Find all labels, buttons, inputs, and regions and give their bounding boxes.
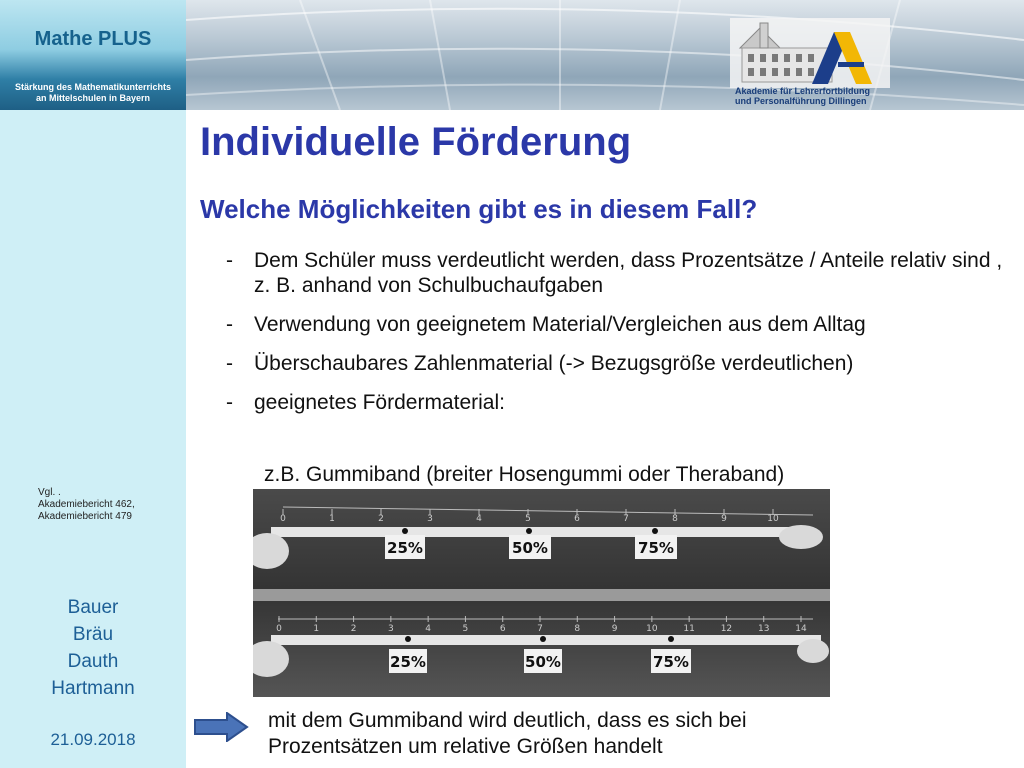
reference-line: Akademiebericht 462, bbox=[38, 499, 135, 510]
header-banner bbox=[0, 0, 1024, 110]
ruler-number: 5 bbox=[462, 624, 469, 634]
ruler-number: 4 bbox=[425, 624, 432, 634]
tag-label: 50% bbox=[525, 653, 561, 671]
ruler-number: 14 bbox=[795, 624, 807, 634]
academy-caption-line-1: Akademie für Lehrerfortbildung bbox=[735, 86, 871, 96]
section-question: Welche Möglichkeiten gibt es in diesem Fall? bbox=[200, 194, 758, 224]
ruler-number: 0 bbox=[280, 514, 286, 524]
bullet-marker: - bbox=[226, 352, 233, 375]
author-name: Bauer bbox=[67, 597, 119, 618]
list-item bbox=[226, 351, 1016, 376]
ruler-number: 3 bbox=[427, 514, 433, 524]
references bbox=[38, 487, 135, 523]
right-hand-bottom bbox=[797, 639, 829, 663]
bullet-text: geeignetes Fördermaterial: bbox=[254, 391, 505, 414]
conclusion-line-1: mit dem Gummiband wird deutlich, dass es sich bei bbox=[268, 709, 747, 732]
ruler-number: 6 bbox=[499, 624, 506, 634]
list-item bbox=[226, 312, 1016, 337]
ruler-number: 6 bbox=[574, 514, 580, 524]
slide-date: 21.09.2018 bbox=[50, 730, 136, 749]
bullet-list bbox=[226, 248, 1016, 429]
bullet-text: Überschaubares Zahlenmaterial (-> Bezugsgröße verdeutlichen) bbox=[254, 352, 854, 375]
tag-label: 75% bbox=[653, 653, 689, 671]
ruler-number: 10 bbox=[646, 624, 658, 634]
academy-caption bbox=[735, 86, 895, 106]
ruler-number: 0 bbox=[276, 624, 282, 634]
academy-caption-line-2: und Personalführung Dillingen bbox=[735, 96, 867, 106]
ruler-number: 8 bbox=[672, 514, 678, 524]
ruler-number: 7 bbox=[537, 624, 543, 634]
ruler-number: 12 bbox=[720, 624, 733, 634]
author-name: Bräu bbox=[72, 624, 114, 645]
tag-label: 75% bbox=[638, 539, 674, 557]
author-name: Dauth bbox=[67, 651, 119, 672]
conclusion-text bbox=[268, 708, 988, 760]
reference-line: Akademiebericht 479 bbox=[38, 511, 132, 522]
tag-label: 25% bbox=[390, 653, 426, 671]
rubber-band-photo bbox=[253, 489, 830, 697]
ruler-number: 1 bbox=[329, 514, 335, 524]
brand-subtitle-line-2: an Mittelschulen in Bayern bbox=[35, 93, 151, 103]
brand-subtitle bbox=[0, 82, 186, 104]
ruler-number: 8 bbox=[574, 624, 581, 634]
tag-label: 50% bbox=[512, 539, 548, 557]
list-item bbox=[226, 248, 1016, 298]
tag-label: 25% bbox=[387, 539, 423, 557]
brand-subtitle-line-1: Stärkung des Mathematikunterrichts bbox=[14, 82, 172, 92]
ruler-number: 10 bbox=[767, 514, 779, 524]
ruler-number: 11 bbox=[683, 624, 695, 634]
bottom-rubber-band bbox=[271, 635, 821, 645]
ruler-number: 9 bbox=[721, 514, 727, 524]
ruler-number: 13 bbox=[757, 624, 770, 634]
author-name: Hartmann bbox=[51, 678, 135, 699]
ruler-number: 7 bbox=[623, 514, 629, 524]
ruler-number: 3 bbox=[387, 624, 394, 634]
bullet-text: Verwendung von geeignetem Material/Vergleichen aus dem Alltag bbox=[254, 313, 866, 336]
ruler-number: 2 bbox=[378, 514, 384, 524]
ruler-number: 1 bbox=[313, 624, 320, 634]
ruler-number: 2 bbox=[350, 624, 357, 634]
conclusion-line-2: Prozentsätzen um relative Größen handelt bbox=[268, 735, 663, 758]
ruler-number: 5 bbox=[525, 514, 531, 524]
example-text: z.B. Gummiband (breiter Hosengummi oder Theraband) bbox=[264, 463, 785, 486]
authors-list bbox=[0, 594, 186, 702]
bullet-marker: - bbox=[226, 391, 233, 414]
right-arrow-icon bbox=[193, 712, 249, 742]
bullet-marker: - bbox=[226, 313, 233, 336]
bullet-text: Dem Schüler muss verdeutlicht werden, dass Prozentsätze / Anteile relativ sind , z. B. anhand von Schulbuchaufgaben bbox=[254, 249, 1003, 297]
page-title: Individuelle Förderung bbox=[200, 120, 632, 164]
reference-line: Vgl. . bbox=[38, 487, 61, 498]
bullet-marker: - bbox=[226, 249, 233, 272]
brand-title: Mathe PLUS bbox=[34, 28, 152, 50]
list-item bbox=[226, 390, 1016, 415]
ruler-number: 4 bbox=[476, 514, 482, 524]
right-hand-top bbox=[779, 525, 823, 549]
ruler-number: 9 bbox=[611, 624, 618, 634]
